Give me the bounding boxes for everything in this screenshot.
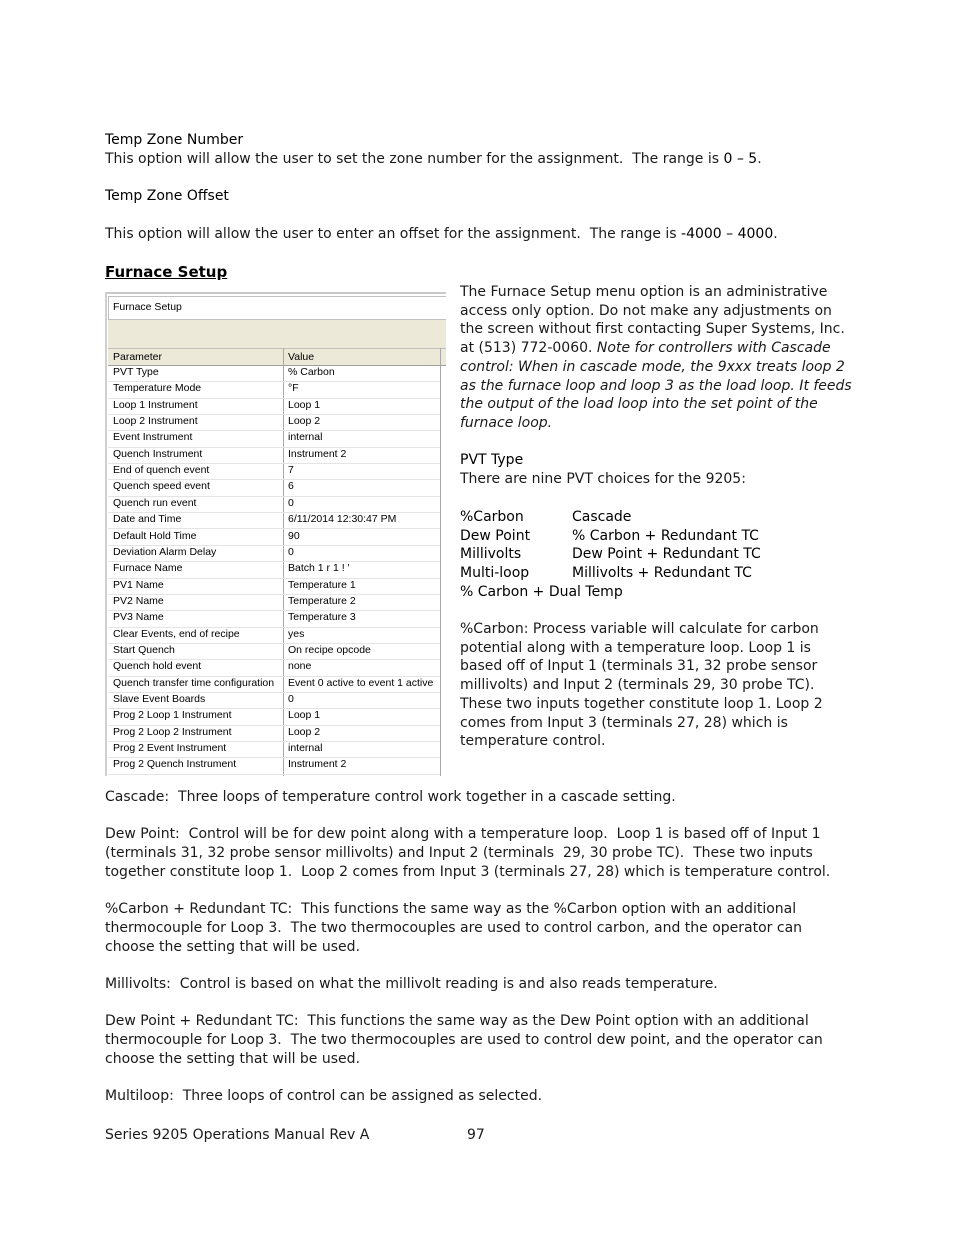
pvt-type-heading: PVT Type (460, 452, 524, 468)
pvt-choice: Dew Point (460, 527, 531, 544)
cascade-note: Note for controllers with Cascade control: When in cascade mode, the 9xxx treats loop 2 as the furnace loop and loop 3 as the load loop. It feeds the output of the load loop into the set point of the furnace loop. (460, 340, 852, 431)
table-row[interactable] (108, 430, 440, 447)
dew-point-description: Dew Point: Control will be for dew point along with a temperature loop. Loop 1 is based off of Input 1 (terminals 31, 32 probe sensor millivolts) and Input 2 (terminals 29, 30 probe TC). These two inputs together constitute loop 1. Loop 2 comes from Input 3 (terminals 27, 28) which is temperature control. (105, 826, 831, 880)
temp-zone-offset-desc: This option will allow the user to enter an offset for the assignment. The range is (105, 226, 682, 242)
value-cell[interactable]: Loop 2 (288, 725, 321, 738)
footer-manual-title: Series 9205 Operations Manual Rev A (105, 1127, 370, 1143)
table-row[interactable] (108, 447, 440, 464)
value-cell[interactable]: Loop 2 (288, 415, 321, 428)
temp-zone-offset-text (105, 225, 778, 244)
parameter-cell: Clear Events, end of recipe (113, 627, 240, 640)
furnace-setup-intro-text: The Furnace Setup menu option is an administrative access only option. Do not make any adjustments on the screen without first contacting Super Systems, Inc. at (513) 772-0060. (460, 284, 845, 357)
temp-zone-offset-end: . (773, 226, 778, 242)
multiloop-description: Multiloop: Three loops of control can be assigned as selected. (105, 1088, 543, 1104)
carbon-redundant-description: %Carbon + Redundant TC: This functions the same way as the %Carbon option with an additional thermocouple for Loop 3. The two thermocouples are used to control carbon, and the operator can choose the setting that will be used. (105, 901, 807, 955)
parameter-cell: Deviation Alarm Delay (113, 545, 217, 558)
table-row[interactable] (108, 659, 440, 676)
pvt-choice: Multi-loop (460, 565, 530, 582)
pvt-choice: Millivolts + Redundant TC (572, 565, 752, 582)
parameter-cell: Start Quench (113, 643, 175, 656)
value-cell[interactable]: % Carbon (288, 366, 335, 378)
furnace-setup-screenshot (105, 292, 446, 776)
millivolts-description: Millivolts: Control is based on what the millivolt reading is and also reads temperature. (105, 976, 718, 992)
parameter-cell: Loop 1 Instrument (113, 398, 198, 411)
panel-left-border (105, 292, 107, 776)
parameter-cell: Prog 2 Loop 1 Instrument (113, 709, 232, 722)
table-row[interactable] (108, 643, 440, 660)
pvt-choice: %Carbon (460, 509, 524, 525)
parameter-cell: PV2 Name (113, 594, 164, 607)
table-row[interactable] (108, 381, 440, 398)
parameter-cell: Prog 2 Loop 2 Instrument (113, 725, 232, 738)
temp-zone-offset-heading: Temp Zone Offset (105, 188, 229, 204)
table-row[interactable] (108, 398, 440, 415)
parameter-cell: Default Hold Time (113, 529, 197, 542)
temp-zone-number-end: . (757, 151, 762, 167)
table-row[interactable] (108, 676, 440, 693)
table-row[interactable] (108, 561, 440, 578)
parameter-cell: PVT Type (113, 366, 159, 378)
value-cell[interactable]: Temperature 1 (288, 578, 356, 591)
parameter-cell: Quench Instrument (113, 447, 203, 460)
table-row[interactable] (108, 610, 440, 627)
table-row[interactable] (108, 496, 440, 513)
value-cell[interactable]: °F (288, 382, 299, 395)
column-header-parameter[interactable]: Parameter (113, 351, 163, 363)
value-cell[interactable]: none (288, 660, 312, 673)
value-cell[interactable]: 6/11/2014 12:30:47 PM (288, 513, 397, 526)
table-row[interactable] (108, 545, 440, 562)
value-cell[interactable]: 7 (288, 464, 294, 477)
pvt-choice: % Carbon + Dual Temp (460, 583, 623, 600)
value-cell[interactable]: internal (288, 742, 323, 755)
temp-zone-number-desc: This option will allow the user to set the zone number for the assignment. The range is (105, 151, 724, 167)
panel-toolbar-area (108, 320, 446, 350)
temp-zone-number-heading: Temp Zone Number (105, 132, 244, 148)
panel-title-box (108, 296, 446, 320)
pvt-choice: % Carbon + Redundant TC (572, 527, 759, 544)
table-row[interactable] (108, 725, 440, 742)
table-row[interactable] (108, 708, 440, 725)
panel-title: Furnace Setup (113, 301, 182, 313)
column-divider-right (440, 348, 441, 776)
value-cell[interactable]: Temperature 2 (288, 594, 356, 607)
value-cell[interactable]: internal (288, 431, 323, 444)
parameter-cell: Slave Event Boards (113, 693, 206, 705)
pvt-type-text: There are nine PVT choices for the 9205: (460, 471, 746, 487)
temp-zone-number-range: 0 – 5 (723, 151, 758, 167)
parameter-cell: Furnace Name (113, 562, 183, 575)
value-cell[interactable]: Event 0 active to event 1 active (288, 676, 434, 689)
parameter-cell: Quench hold event (113, 660, 202, 673)
temp-zone-number-text (105, 150, 762, 169)
value-cell[interactable]: Loop 1 (288, 398, 321, 411)
footer-page-number: 97 (467, 1127, 485, 1143)
value-cell[interactable]: Loop 1 (288, 709, 321, 722)
cascade-description: Cascade: Three loops of temperature control work together in a cascade setting. (105, 789, 676, 805)
table-row[interactable] (108, 512, 440, 529)
table-row[interactable] (108, 463, 440, 480)
parameter-cell: End of quench event (113, 464, 210, 477)
table-row[interactable] (108, 692, 440, 709)
furnace-setup-heading: Furnace Setup (105, 263, 228, 281)
parameter-cell: PV1 Name (113, 578, 164, 591)
value-cell[interactable]: 0 (288, 693, 294, 705)
column-header-value[interactable]: Value (288, 351, 315, 363)
table-header (108, 348, 446, 366)
parameter-cell: Date and Time (113, 513, 182, 526)
table-row[interactable] (108, 414, 440, 431)
value-cell[interactable]: Instrument 2 (288, 758, 347, 771)
table-row[interactable] (108, 529, 440, 546)
value-cell[interactable]: On recipe opcode (288, 643, 371, 656)
value-cell[interactable]: Instrument 2 (288, 447, 347, 460)
temp-zone-offset-range: -4000 – 4000 (681, 226, 774, 242)
parameter-cell: Prog 2 Quench Instrument (113, 758, 237, 771)
parameter-cell: Prog 2 Event Instrument (113, 742, 227, 755)
parameter-cell: Quench run event (113, 496, 197, 509)
table-row[interactable] (108, 594, 440, 611)
furnace-setup-intro (460, 283, 852, 433)
value-cell[interactable]: 0 (288, 496, 294, 509)
value-cell[interactable]: yes (288, 627, 305, 640)
table-row[interactable] (108, 479, 440, 496)
pvt-choice: Dew Point + Redundant TC (572, 546, 761, 563)
parameter-cell: Temperature Mode (113, 382, 202, 395)
value-cell[interactable]: Temperature 3 (288, 611, 356, 624)
dew-redundant-description: Dew Point + Redundant TC: This functions the same way as the Dew Point option with an additional thermocouple for Loop 3. The two thermocouples are used to control dew point, and the operator can choose the setting that will be used. (105, 1013, 828, 1067)
pvt-choice: Millivolts (460, 546, 522, 563)
parameter-cell: Loop 2 Instrument (113, 415, 198, 428)
panel-top-border (105, 292, 446, 294)
parameter-cell: Quench speed event (113, 480, 210, 493)
parameter-cell: PV3 Name (113, 611, 164, 624)
value-cell[interactable]: 90 (288, 529, 300, 542)
value-cell[interactable]: 6 (288, 480, 294, 493)
carbon-description: %Carbon: Process variable will calculate for carbon potential along with a temperature loop. Loop 1 is based off of Input 1 (terminals 31, 32 probe sensor millivolts) and Input 2 (terminals 29, 30 probe TC). These two inputs together constitute loop 1. Loop 2 comes from Input 3 (terminals 27, 28) which is temperature control. (460, 621, 823, 750)
table-row[interactable] (108, 741, 440, 758)
table-row[interactable] (108, 365, 440, 382)
pvt-choice: Cascade (572, 509, 632, 525)
value-cell[interactable]: Batch 1 r 1 ! ' (288, 562, 350, 575)
table-row[interactable] (108, 757, 440, 774)
parameter-cell: Event Instrument (113, 431, 193, 444)
parameter-table (108, 348, 446, 776)
table-row[interactable] (108, 627, 440, 644)
parameter-cell: Quench transfer time configuration (113, 676, 275, 689)
table-row[interactable] (108, 578, 440, 595)
value-cell[interactable]: 0 (288, 545, 294, 558)
